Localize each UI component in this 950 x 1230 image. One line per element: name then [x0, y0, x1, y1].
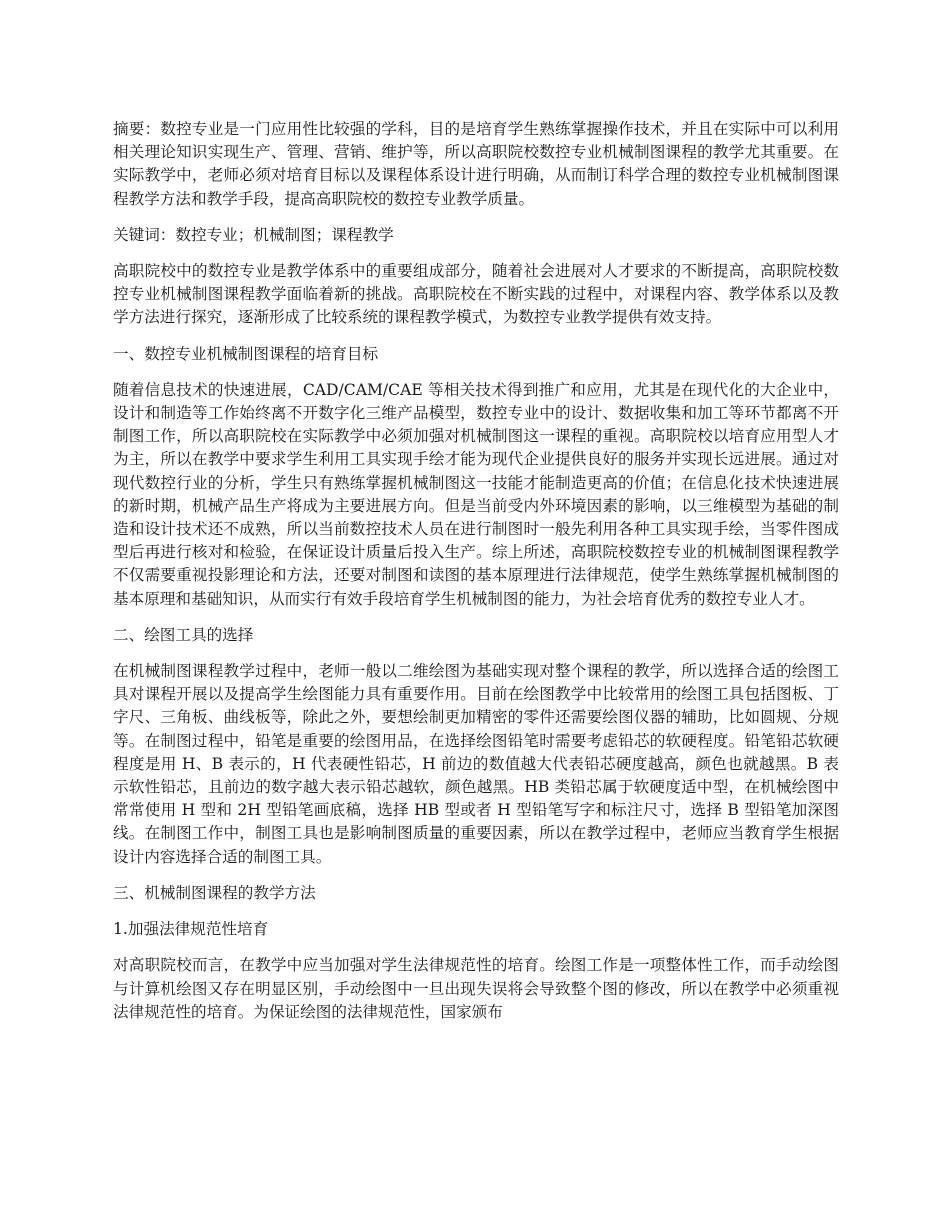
- intro-paragraph: 高职院校中的数控专业是教学体系中的重要组成部分，随着社会进展对人才要求的不断提高，高职院校数控专业机械制图课程教学面临着新的挑战。高职院校在不断实践的过程中，对课程内容、教学体系以及教学方法进行探究，逐渐形成了比较系统的课程教学模式，为数控专业教学提供有效支持。: [113, 262, 839, 327]
- section-1-heading: 一、数控专业机械制图课程的培育目标: [113, 344, 379, 363]
- subsection-1-paragraph: 对高职院校而言，在教学中应当加强对学生法律规范性的培育。绘图工作是一项整体性工作，而手动绘图与计算机绘图又存在明显区别，手动绘图中一旦出现失误将会导致整个图的修改，所以在教学中必须重视法律规范性的培育。为保证绘图的法律规范性，国家颁布: [113, 956, 839, 1021]
- keywords-line: 关键词：数控专业；机械制图；课程教学: [113, 225, 394, 244]
- document-page: [113, 118, 839, 1037]
- abstract-paragraph: 摘要：数控专业是一门应用性比较强的学科，目的是培育学生熟练掌握操作技术，并且在实际中可以利用相关理论知识实现生产、管理、营销、维护等，所以高职院校数控专业机械制图课程的教学尤其重要。在实际教学中，老师必须对培育目标以及课程体系设计进行明确，从而制订科学合理的数控专业机械制图课程教学方法和教学手段，提高高职院校的数控专业教学质量。: [113, 120, 839, 208]
- subsection-1-heading: 1.加强法律规范性培育: [113, 920, 269, 939]
- section-1-paragraph: 随着信息技术的快速进展，CAD/CAM/CAE 等相关技术得到推广和应用，尤其是在现代化的大企业中，设计和制造等工作始终离不开数字化三维产品模型，数控专业中的设计、数据收集和加工等环节都离不开制图工作，所以高职院校在实际教学中必须加强对机械制图这一课程的重视。高职院校以培育应用型人才为主，所以在教学中要求学生利用工具实现手绘才能为现代企业提供良好的服务并实现长远进展。通过对现代数控行业的分析，学生只有熟练掌握机械制图这一技能才能制造更高的价值；在信息化技术快速进展的新时期，机械产品生产将成为主要进展方向。但是当前受内外环境因素的影响，以三维模型为基础的制造和设计技术还不成熟，所以当前数控技术人员在进行制图时一般先利用各种工具实现手绘，当零件图成型后再进行核对和检验，在保证设计质量后投入生产。综上所述，高职院校数控专业的机械制图课程教学不仅需要重视投影理论和方法，还要对制图和读图的基本原理进行法律规范，使学生熟练掌握机械制图的基本原理和基础知识，从而实行有效手段培育学生机械制图的能力，为社会培育优秀的数控专业人才。: [113, 380, 839, 608]
- section-2-paragraph: 在机械制图课程教学过程中，老师一般以二维绘图为基础实现对整个课程的教学，所以选择合适的绘图工具对课程开展以及提高学生绘图能力具有重要作用。目前在绘图教学中比较常用的绘图工具包括图板、丁字尺、三角板、曲线板等，除此之外，要想绘制更加精密的零件还需要绘图仪器的辅助，比如圆规、分规等。在制图过程中，铅笔是重要的绘图用品，在选择绘图铅笔时需要考虑铅芯的软硬程度。铅笔铅芯软硬程度是用 H、B 表示的，H 代表硬性铅芯，H 前边的数值越大代表铅芯硬度越高，颜色也就越黑。B 表示软性铅芯，且前边的数字越大表示铅芯越软，颜色越黑。HB 类铅芯属于软硬度适中型，在机械绘图中常常使用 H 型和 2H 型铅笔画底稿，选择 HB 型或者 H 型铅笔写字和标注尺寸，选择 B 型铅笔加深图线。在制图工作中，制图工具也是影响制图质量的重要因素，所以在教学过程中，老师应当教育学生根据设计内容选择合适的制图工具。: [113, 662, 839, 866]
- section-2-heading: 二、绘图工具的选择: [113, 625, 254, 644]
- section-3-heading: 三、机械制图课程的教学方法: [113, 883, 316, 902]
